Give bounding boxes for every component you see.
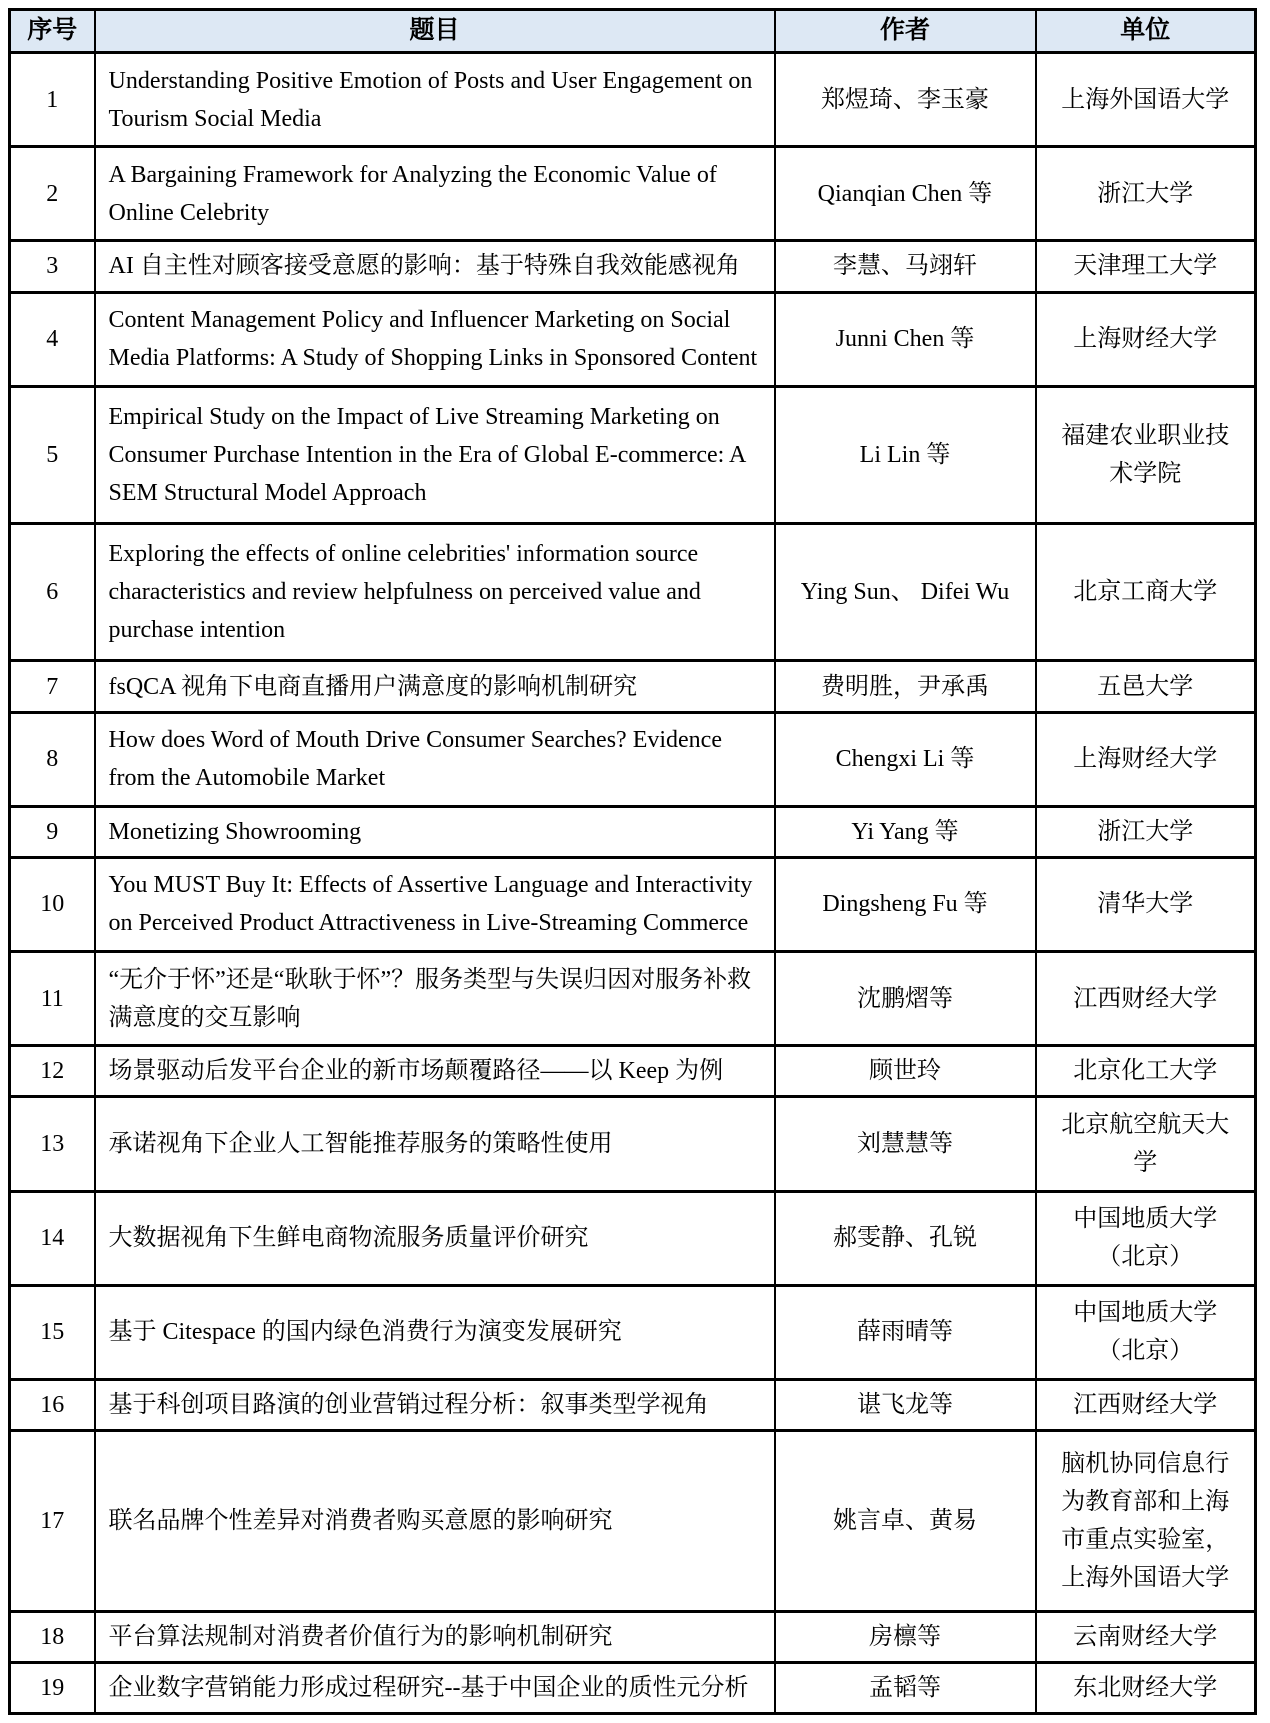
paper-institution-cell: 中国地质大学（北京） — [1036, 1285, 1256, 1379]
paper-author-cell: 姚言卓、黄易 — [775, 1431, 1036, 1612]
table-row — [10, 1097, 1256, 1191]
paper-author-cell: Li Lin 等 — [775, 386, 1036, 523]
row-number-cell: 11 — [10, 952, 95, 1046]
row-number-cell: 5 — [10, 386, 95, 523]
column-header-author: 作者 — [775, 10, 1036, 53]
paper-institution-cell: 上海财经大学 — [1036, 712, 1256, 806]
paper-author-cell: Chengxi Li 等 — [775, 712, 1036, 806]
row-number-cell: 19 — [10, 1662, 95, 1713]
paper-title-cell: AI 自主性对顾客接受意愿的影响：基于特殊自我效能感视角 — [95, 241, 775, 292]
paper-author-cell: Yi Yang 等 — [775, 806, 1036, 857]
paper-title-cell: 平台算法规制对消费者价值行为的影响机制研究 — [95, 1611, 775, 1662]
row-number-cell: 10 — [10, 857, 95, 951]
table-row — [10, 147, 1256, 241]
table-row — [10, 806, 1256, 857]
table-row — [10, 1662, 1256, 1713]
paper-institution-cell: 东北财经大学 — [1036, 1662, 1256, 1713]
paper-title-cell: Content Management Policy and Influencer Marketing on Social Media Platforms: A Study of Shopping Links in Sponsored Content — [95, 292, 775, 386]
paper-author-cell: 沈鹏熠等 — [775, 952, 1036, 1046]
row-number-cell: 3 — [10, 241, 95, 292]
row-number-cell: 7 — [10, 661, 95, 712]
paper-title-cell: fsQCA 视角下电商直播用户满意度的影响机制研究 — [95, 661, 775, 712]
paper-title-cell: 基于科创项目路演的创业营销过程分析：叙事类型学视角 — [95, 1380, 775, 1431]
column-header-number: 序号 — [10, 10, 95, 53]
paper-title-cell: 大数据视角下生鲜电商物流服务质量评价研究 — [95, 1191, 775, 1285]
paper-institution-cell: 天津理工大学 — [1036, 241, 1256, 292]
paper-institution-cell: 北京工商大学 — [1036, 524, 1256, 661]
row-number-cell: 12 — [10, 1046, 95, 1097]
paper-author-cell: 郝雯静、孔锐 — [775, 1191, 1036, 1285]
paper-author-cell: Junni Chen 等 — [775, 292, 1036, 386]
column-header-title: 题目 — [95, 10, 775, 53]
row-number-cell: 14 — [10, 1191, 95, 1285]
paper-institution-cell: 脑机协同信息行为教育部和上海市重点实验室，上海外国语大学 — [1036, 1431, 1256, 1612]
paper-title-cell: You MUST Buy It: Effects of Assertive Language and Interactivity on Perceived Product Attractiveness in Live-Streaming Commerce — [95, 857, 775, 951]
table-row — [10, 661, 1256, 712]
paper-author-cell: 房檩等 — [775, 1611, 1036, 1662]
paper-institution-cell: 福建农业职业技术学院 — [1036, 386, 1256, 523]
paper-author-cell: Dingsheng Fu 等 — [775, 857, 1036, 951]
paper-title-cell: A Bargaining Framework for Analyzing the Economic Value of Online Celebrity — [95, 147, 775, 241]
paper-author-cell: Qianqian Chen 等 — [775, 147, 1036, 241]
table-row — [10, 386, 1256, 523]
paper-institution-cell: 北京航空航天大学 — [1036, 1097, 1256, 1191]
row-number-cell: 17 — [10, 1431, 95, 1612]
table-row — [10, 952, 1256, 1046]
paper-author-cell: 孟韬等 — [775, 1662, 1036, 1713]
table-row — [10, 524, 1256, 661]
table-row — [10, 1380, 1256, 1431]
papers-table — [8, 8, 1257, 1715]
table-row — [10, 1285, 1256, 1379]
paper-author-cell: Ying Sun、 Difei Wu — [775, 524, 1036, 661]
paper-institution-cell: 云南财经大学 — [1036, 1611, 1256, 1662]
paper-author-cell: 李慧、马翊轩 — [775, 241, 1036, 292]
row-number-cell: 8 — [10, 712, 95, 806]
table-row — [10, 241, 1256, 292]
paper-author-cell: 郑煜琦、李玉豪 — [775, 53, 1036, 147]
paper-title-cell: 联名品牌个性差异对消费者购买意愿的影响研究 — [95, 1431, 775, 1612]
row-number-cell: 16 — [10, 1380, 95, 1431]
paper-author-cell: 顾世玲 — [775, 1046, 1036, 1097]
row-number-cell: 4 — [10, 292, 95, 386]
column-header-institution: 单位 — [1036, 10, 1256, 53]
paper-institution-cell: 浙江大学 — [1036, 806, 1256, 857]
table-row — [10, 712, 1256, 806]
table-row — [10, 1191, 1256, 1285]
paper-title-cell: 基于 Citespace 的国内绿色消费行为演变发展研究 — [95, 1285, 775, 1379]
header-row — [10, 10, 1256, 53]
paper-title-cell: Understanding Positive Emotion of Posts and User Engagement on Tourism Social Media — [95, 53, 775, 147]
table-header — [10, 10, 1256, 53]
paper-institution-cell: 上海财经大学 — [1036, 292, 1256, 386]
table-row — [10, 857, 1256, 951]
paper-author-cell: 费明胜，尹承禹 — [775, 661, 1036, 712]
paper-institution-cell: 上海外国语大学 — [1036, 53, 1256, 147]
row-number-cell: 15 — [10, 1285, 95, 1379]
paper-institution-cell: 清华大学 — [1036, 857, 1256, 951]
row-number-cell: 1 — [10, 53, 95, 147]
paper-author-cell: 薛雨晴等 — [775, 1285, 1036, 1379]
paper-institution-cell: 中国地质大学（北京） — [1036, 1191, 1256, 1285]
paper-institution-cell: 五邑大学 — [1036, 661, 1256, 712]
table-row — [10, 292, 1256, 386]
paper-author-cell: 谌飞龙等 — [775, 1380, 1036, 1431]
paper-title-cell: Monetizing Showrooming — [95, 806, 775, 857]
row-number-cell: 6 — [10, 524, 95, 661]
table-row — [10, 1611, 1256, 1662]
table-body — [10, 53, 1256, 1714]
table-row — [10, 1431, 1256, 1612]
paper-title-cell: 承诺视角下企业人工智能推荐服务的策略性使用 — [95, 1097, 775, 1191]
paper-author-cell: 刘慧慧等 — [775, 1097, 1036, 1191]
paper-institution-cell: 浙江大学 — [1036, 147, 1256, 241]
table-row — [10, 53, 1256, 147]
paper-title-cell: Empirical Study on the Impact of Live Streaming Marketing on Consumer Purchase Intention in the Era of Global E-commerce: A SEM Structural Model Approach — [95, 386, 775, 523]
paper-title-cell: 企业数字营销能力形成过程研究--基于中国企业的质性元分析 — [95, 1662, 775, 1713]
paper-institution-cell: 江西财经大学 — [1036, 1380, 1256, 1431]
paper-institution-cell: 北京化工大学 — [1036, 1046, 1256, 1097]
paper-title-cell: Exploring the effects of online celebrities' information source characteristics and review helpfulness on perceived value and purchase intention — [95, 524, 775, 661]
row-number-cell: 18 — [10, 1611, 95, 1662]
paper-title-cell: “无介于怀”还是“耿耿于怀”？服务类型与失误归因对服务补救满意度的交互影响 — [95, 952, 775, 1046]
table-row — [10, 1046, 1256, 1097]
row-number-cell: 2 — [10, 147, 95, 241]
paper-title-cell: How does Word of Mouth Drive Consumer Searches? Evidence from the Automobile Market — [95, 712, 775, 806]
paper-institution-cell: 江西财经大学 — [1036, 952, 1256, 1046]
row-number-cell: 13 — [10, 1097, 95, 1191]
paper-title-cell: 场景驱动后发平台企业的新市场颠覆路径——以 Keep 为例 — [95, 1046, 775, 1097]
row-number-cell: 9 — [10, 806, 95, 857]
